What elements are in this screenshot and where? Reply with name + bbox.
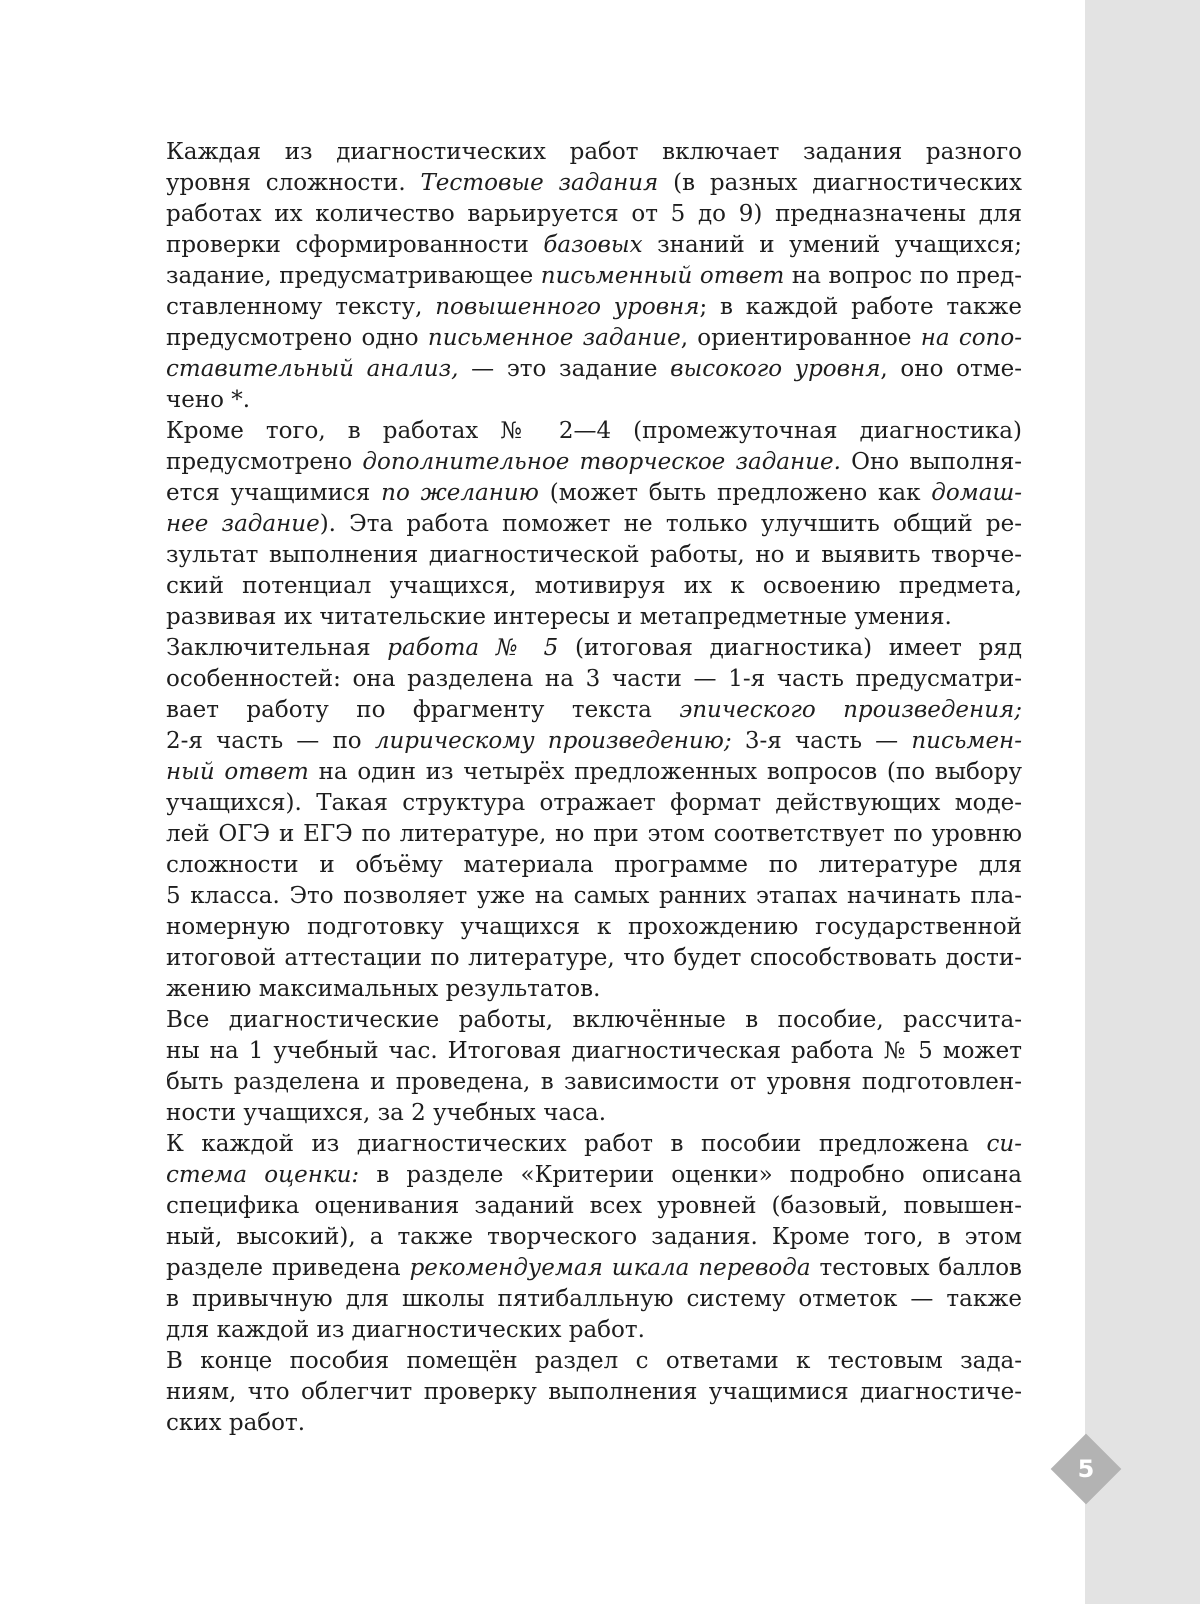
text-line — [138, 354, 1022, 385]
text-run: работах их количество варьируется от 5 до 9) предназначены для — [166, 201, 1022, 227]
text-line — [138, 1284, 1022, 1315]
text-line — [138, 1191, 1022, 1222]
text-run: Заключительная — [166, 635, 388, 661]
text-run: ). Эта работа поможет не только улучшить общий ре- — [319, 511, 1022, 537]
text-line — [138, 757, 1022, 788]
italic-run: нее задание — [166, 511, 320, 537]
text-line — [138, 292, 1022, 323]
text-run: жению максимальных результатов. — [166, 976, 601, 1002]
italic-run: си- — [986, 1131, 1022, 1157]
text-line — [138, 509, 1022, 540]
text-run: проверки сформированности — [166, 232, 544, 258]
page-number-badge — [1051, 1434, 1121, 1504]
text-line — [138, 1036, 1022, 1067]
italic-run: работа № 5 — [387, 635, 559, 661]
text-run: ности учащихся, за 2 учебных часа. — [166, 1100, 607, 1126]
text-run: — это задание — [458, 356, 671, 382]
text-run: ский потенциал учащихся, мотивируя их к освоению предмета, — [166, 573, 1022, 599]
text-line — [138, 447, 1022, 478]
text-line — [138, 1408, 1022, 1439]
text-line — [138, 912, 1022, 943]
page-number: 5 — [1077, 1455, 1095, 1483]
text-run: , ориентированное — [680, 325, 921, 351]
text-line — [138, 602, 1022, 633]
text-line — [138, 1129, 1022, 1160]
text-line — [138, 819, 1022, 850]
text-run: сложности и объёму материала программе по литературе для — [166, 852, 1022, 878]
text-run: лей ОГЭ и ЕГЭ по литературе, но при этом соответствует по уровню — [166, 821, 1022, 847]
text-run: итоговой аттестации по литературе, что будет способствовать дости- — [166, 945, 1022, 971]
text-line — [138, 788, 1022, 819]
paragraph — [138, 416, 1022, 633]
text-line — [138, 664, 1022, 695]
italic-run: рекомендуемая шкала перевода — [409, 1255, 811, 1281]
text-run: 3-я часть — — [731, 728, 912, 754]
text-run: предусмотрено — [166, 449, 363, 475]
text-run: разделе приведена — [166, 1255, 410, 1281]
text-line — [138, 974, 1022, 1005]
text-run: ный, высокий), а также творческого задания. Кроме того, в этом — [166, 1224, 1022, 1250]
text-line — [138, 1160, 1022, 1191]
text-run: Каждая из диагностических работ включает задания разного — [166, 139, 1022, 165]
text-run: (итоговая диагностика) имеет ряд — [558, 635, 1022, 661]
text-run: ских работ. — [166, 1410, 306, 1436]
text-line — [138, 168, 1022, 199]
text-line — [138, 633, 1022, 664]
text-run: 5 класса. Это позволяет уже на самых ранних этапах начинать пла- — [166, 883, 1022, 909]
italic-run: домаш- — [931, 480, 1023, 506]
text-line — [138, 1315, 1022, 1346]
text-run: для каждой из диагностических работ. — [166, 1317, 645, 1343]
paragraph — [138, 633, 1022, 1005]
text-run: ; в каждой работе также — [699, 294, 1022, 320]
text-run: в привычную для школы пятибалльную систему отметок — также — [166, 1286, 1022, 1312]
paragraph — [138, 137, 1022, 416]
text-run: зультат выполнения диагностической работы, но и выявить творче- — [166, 542, 1022, 568]
text-run: особенностей: она разделена на 3 части — 1-я часть предусматри- — [166, 666, 1022, 692]
text-line — [138, 385, 1022, 416]
italic-run: ный ответ — [166, 759, 309, 785]
italic-run: по желанию — [381, 480, 539, 506]
text-line — [138, 230, 1022, 261]
text-run: Оно выполня- — [840, 449, 1022, 475]
text-run: развивая их читательские интересы и метапредметные умения. — [166, 604, 952, 630]
text-line — [138, 850, 1022, 881]
italic-run: эпического произведения; — [679, 697, 1022, 723]
text-run: 2-я часть — по — [166, 728, 375, 754]
page-margin-strip — [1085, 0, 1200, 1604]
italic-run: повышенного уровня — [435, 294, 700, 320]
italic-run: на сопо- — [920, 325, 1022, 351]
italic-run: письменное задание — [427, 325, 681, 351]
text-run: ется учащимися — [166, 480, 382, 506]
text-line — [138, 416, 1022, 447]
text-run: вает работу по фрагменту текста — [166, 697, 680, 723]
text-line — [138, 137, 1022, 168]
italic-run: письмен- — [911, 728, 1022, 754]
italic-run: базовых — [543, 232, 643, 258]
text-line — [138, 199, 1022, 230]
text-line — [138, 1067, 1022, 1098]
text-run: задание, предусматривающее — [166, 263, 541, 289]
text-run: ниям, что облегчит проверку выполнения учащимися диагностиче- — [166, 1379, 1022, 1405]
text-line — [138, 323, 1022, 354]
paragraph — [138, 1346, 1022, 1439]
text-run: на один из четырёх предложенных вопросов (по выбору — [308, 759, 1022, 785]
italic-run: ставительный анализ, — [166, 356, 459, 382]
italic-run: письменный ответ — [540, 263, 785, 289]
italic-run: лирическому произведению; — [374, 728, 732, 754]
text-line — [138, 261, 1022, 292]
text-run: Все диагностические работы, включённые в пособие, рассчита- — [166, 1007, 1022, 1033]
text-line — [138, 540, 1022, 571]
paragraph — [138, 1005, 1022, 1129]
text-line — [138, 571, 1022, 602]
text-run: в разделе «Критерии оценки» подробно описана — [359, 1162, 1022, 1188]
italic-run: стема оценки: — [166, 1162, 360, 1188]
italic-run: высокого уровня — [670, 356, 881, 382]
text-line — [138, 1222, 1022, 1253]
text-run: ставленному тексту, — [166, 294, 436, 320]
text-run: учащихся). Такая структура отражает формат действующих моде- — [166, 790, 1022, 816]
italic-run: дополнительное творческое задание. — [362, 449, 841, 475]
text-run: ны на 1 учебный час. Итоговая диагностическая работа № 5 может — [166, 1038, 1022, 1064]
text-run: В конце пособия помещён раздел с ответами к тестовым зада- — [166, 1348, 1022, 1374]
text-run: Кроме того, в работах № 2—4 (промежуточная диагностика) — [166, 418, 1022, 444]
text-run: знаний и умений учащихся; — [642, 232, 1022, 258]
text-run: (может быть предложено как — [538, 480, 932, 506]
italic-run: Тестовые задания — [420, 170, 659, 196]
text-line — [138, 478, 1022, 509]
text-line — [138, 881, 1022, 912]
text-line — [138, 695, 1022, 726]
text-line — [138, 1346, 1022, 1377]
text-line — [138, 1377, 1022, 1408]
text-line — [138, 1253, 1022, 1284]
text-run: быть разделена и проведена, в зависимости от уровня подготовлен- — [166, 1069, 1022, 1095]
paragraph — [138, 1129, 1022, 1346]
text-line — [138, 1098, 1022, 1129]
text-run: на вопрос по пред- — [784, 263, 1022, 289]
text-run: номерную подготовку учащихся к прохождению государственной — [166, 914, 1022, 940]
text-run: специфика оценивания заданий всех уровней (базовый, повышен- — [166, 1193, 1022, 1219]
body-text — [138, 137, 1022, 1439]
text-run: тестовых баллов — [810, 1255, 1022, 1281]
text-run: предусмотрено одно — [166, 325, 428, 351]
text-line — [138, 943, 1022, 974]
text-run: (в разных диагностических — [658, 170, 1022, 196]
text-run: чено *. — [166, 387, 251, 413]
text-run: К каждой из диагностических работ в пособии предложена — [166, 1131, 987, 1157]
text-run: уровня сложности. — [166, 170, 421, 196]
text-line — [138, 1005, 1022, 1036]
text-run: , оно отме- — [880, 356, 1022, 382]
text-line — [138, 726, 1022, 757]
